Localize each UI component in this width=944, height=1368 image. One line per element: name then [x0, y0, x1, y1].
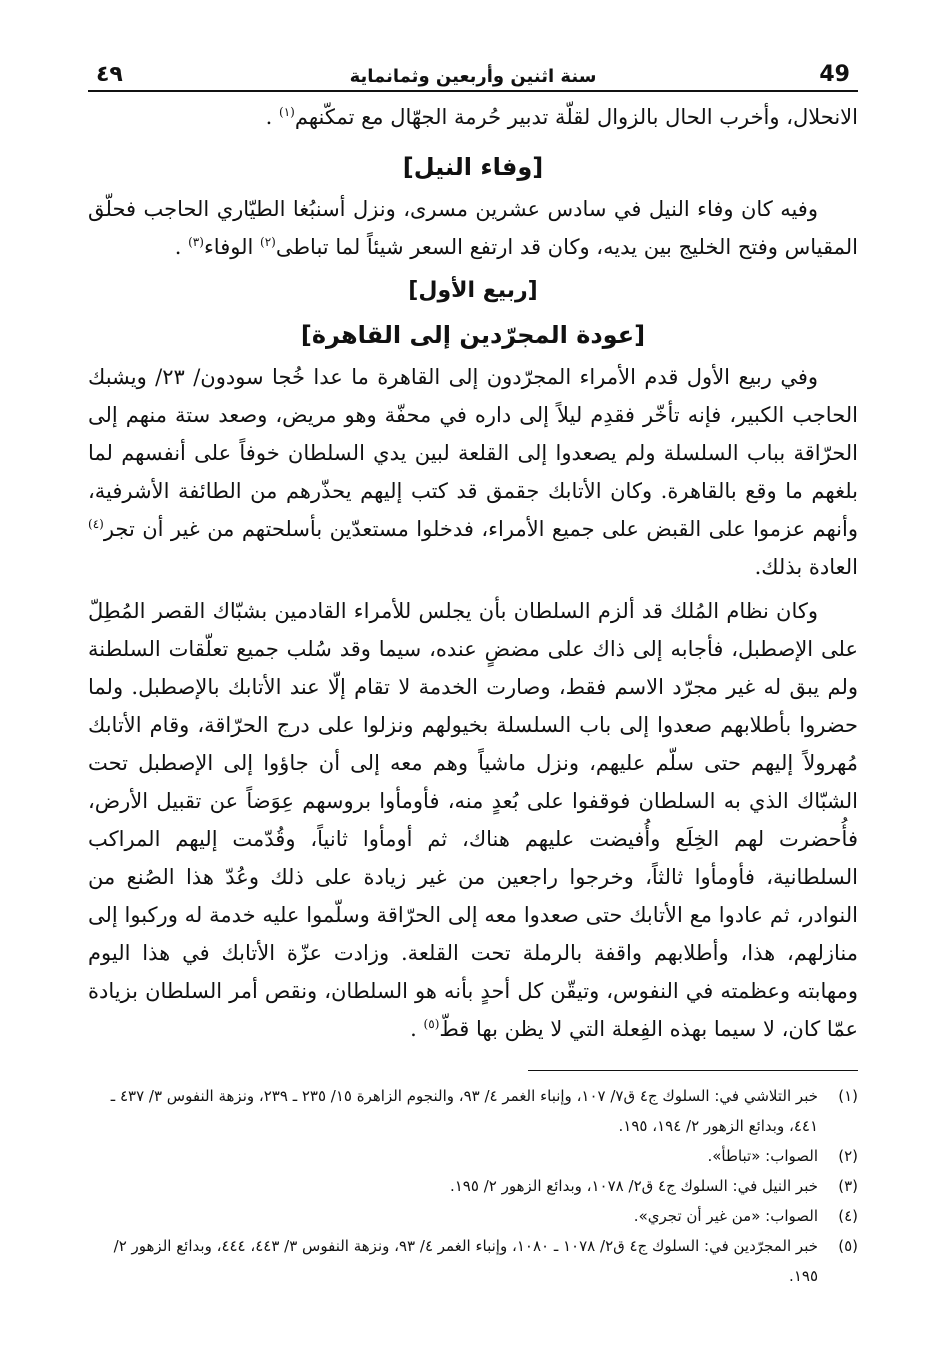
- footnote-ref: (١): [279, 105, 295, 119]
- paragraph-end: .: [265, 105, 273, 129]
- paragraph-text: العادة بذلك.: [754, 555, 858, 579]
- footnote-item: [88, 1171, 858, 1201]
- footnote-text: خبر التلاشي في: السلوك ج٤ ق٧/ ١٠٧، وإنباء الغمر ٤/ ٩٣، والنجوم الزاهرة ١٥/ ٢٣٥ ـ ٢٣٩، ونزهة النفوس ٣/ ٤٣٧ ـ ٤٤١، وبدائع الزهور ٢/ ١٩٤، ١٩٥.: [110, 1087, 818, 1135]
- footnote-number: (٣): [838, 1177, 858, 1195]
- paragraph-end: .: [410, 1017, 417, 1041]
- page-number-arabic: ٤٩: [96, 62, 123, 87]
- running-title: سنة اثنين وأربعين وثمانماية: [349, 66, 597, 87]
- main-text: [88, 98, 858, 1048]
- footnote-ref: (٤): [88, 517, 104, 531]
- paragraph-end: .: [174, 235, 182, 259]
- paragraph-return: [88, 358, 858, 586]
- footnote-text: خبر المجرّدين في: السلوك ج٤ ق٢/ ١٠٧٨ ـ ١٠٨٠، وإنباء الغمر ٤/ ٩٣، ونزهة النفوس ٣/ ٤٤٣، ٤٤٤، وبدائع الزهور ٢/ ١٩٥.: [113, 1237, 818, 1285]
- page-number-western: 49: [819, 62, 850, 87]
- paragraph-continuation: [88, 98, 858, 136]
- footnote-ref: (٢): [260, 235, 276, 249]
- footnote-text: الصواب: «تباطأ».: [707, 1147, 818, 1165]
- section-heading-month: [ربيع الأول]: [408, 278, 538, 303]
- footnotes: [88, 1081, 858, 1291]
- footnote-number: (٢): [838, 1147, 858, 1165]
- footnote-item: [88, 1231, 858, 1291]
- paragraph-text: وفي ربيع الأول قدم الأمراء المجرّدون إلى القاهرة ما عدا خُجا سودون/ ٢٣/ ويشبك الحاجب الكبير، فإنه تأخّر فقدِم ليلاً إلى داره في محفّة وهو مريض، وصعد ستة منهم إلى الحرّاقة بباب السلسلة ولم يصعدوا إلى القلعة لبين يدي السلطان خوفاً على أنفسهم لما بلغهم ما وقع بالقاهرة. وكان الأتابك جقمق قد كتب إليهم يحذّرهم من الطائفة الأشرفية، وأنهم عزموا على القبض على جميع الأمراء، فدخلوا مستعدّين بأسلحتهم من غير أن تجر: [88, 365, 858, 541]
- footnote-number: (٤): [838, 1207, 858, 1225]
- footnote-number: (١): [838, 1087, 858, 1105]
- paragraph-nile: [88, 190, 858, 266]
- section-heading-nile: [وفاء النيل]: [402, 153, 544, 181]
- paragraph-text: الوفاء: [203, 235, 261, 259]
- footnote-number: (٥): [838, 1237, 858, 1255]
- section-heading-return: [عودة المجرّدين إلى القاهرة]: [300, 321, 646, 349]
- footnote-text: خبر النيل في: السلوك ج٤ ق٢/ ١٠٧٨، وبدائع الزهور ٢/ ١٩٥.: [449, 1177, 818, 1195]
- paragraph-reception: [88, 592, 858, 1048]
- footnote-item: [88, 1201, 858, 1231]
- footnote-ref: (٥): [423, 1017, 440, 1031]
- footnote-item: [88, 1081, 858, 1141]
- book-page: [88, 50, 858, 1340]
- paragraph-text: وفيه كان وفاء النيل في سادس عشرين مسرى، ونزل أسنبُغا الطيّاري الحاجب فحلّق المقياس وفتح الخليج بين يديه، وكان قد ارتفع السعر شيئاً لما تباطى: [88, 197, 858, 259]
- footnote-ref: (٣): [188, 235, 204, 249]
- paragraph-text: الانحلال، وأخرب الحال بالزوال لقلّة تدبير حُرمة الجهّال مع تمكّنهم: [294, 105, 858, 129]
- footnote-divider: [528, 1070, 858, 1071]
- page-header: [88, 50, 858, 92]
- footnote-item: [88, 1141, 858, 1171]
- footnote-text: الصواب: «من غير أن تجري».: [633, 1207, 818, 1225]
- paragraph-text: وكان نظام المُلك قد ألزم السلطان بأن يجلس للأمراء القادمين بشبّاك القصر المُطِلّ على الإصطبل، فأجابه إلى ذاك على مضضٍ عنده، سيما وقد سُلب جميع تعلّقات السلطنة ولم يبق له غير مجرّد الاسم فقط، وصارت الخدمة لا تقام إلّا عند الأتابك بالإصطبل. ولما حضروا بأطلابهم صعدوا إلى باب السلسلة بخيولهم ونزلوا على درج الحرّاقة، وقام الأتابك مُهرولاً إليهم حتى سلّم عليهم، ونزل ماشياً وهم معه إلى أن جاؤوا إلى الإصطبل تحت الشبّاك الذي به السلطان فوقفوا على بُعدٍ منه، فأومأوا بروسهم عِوَضاً عن تقبيل الأرض، فأُحضرت لهم الخِلَع وأُفيضت عليهم هناك، ثم أومأوا ثانياً، وقُدّمت إليهم المراكب السلطانية، فأومأوا ثالثاً، وخرجوا راجعين من غير زيادة على ذلك وعُدّ هذا الصُنع من النوادر، ثم عادوا مع الأتابك حتى صعدوا معه إلى الحرّاقة وسلّموا عليه خدمة له وركبوا إلى منازلهم، هذا، وأطلابهم واقفة بالرملة تحت القلعة. وزادت عزّة الأتابك في هذا اليوم ومهابته وعظمته في النفوس، وتيقّن كل أحدٍ بأنه هو السلطان، ونقص أمر السلطان بزيادة عمّا كان، لا سيما بهذه الفِعلة التي لا يظن بها قطّ: [88, 599, 858, 1041]
